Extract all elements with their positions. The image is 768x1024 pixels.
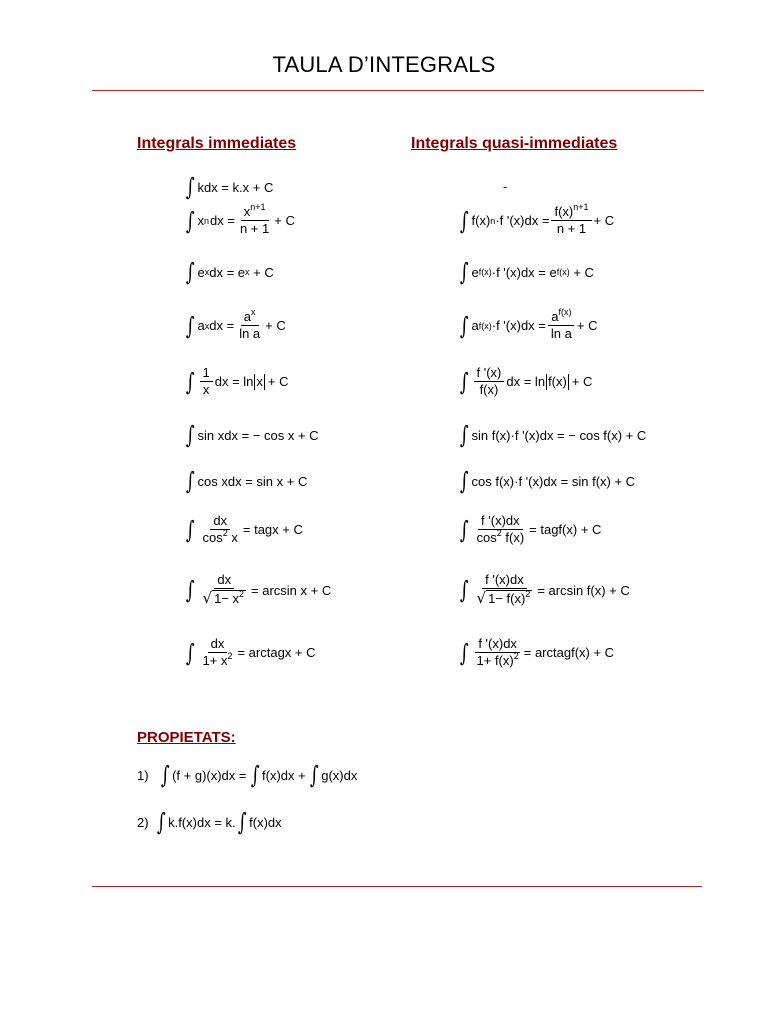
page-title: TAULA D’INTEGRALS <box>272 52 496 77</box>
integral-sign: ∫ <box>459 367 469 396</box>
integral-sign: ∫ <box>459 258 469 286</box>
integral-sign: ∫ <box>185 367 195 396</box>
fraction: $\frac{f '(x)}{f(x)}$ <box>474 366 505 397</box>
formula-q-ln: ∫ $\frac{f '(x)}{f(x)}$ dx = ln f(x) + C <box>459 365 593 397</box>
property-constant: 2) ∫ k.f(x)dx = k. ∫ f(x)dx <box>137 808 282 836</box>
integral-sign: ∫ <box>185 206 195 235</box>
formula-ax: ∫ a x dx = $\frac{a^x}{\text{ln a}}$ + C <box>185 307 286 341</box>
formula-q-sin: ∫ sin f(x)·f '(x)dx = − cos f(x) + C <box>459 421 647 449</box>
formula-cos: ∫ cos xdx = sin x + C <box>185 467 308 495</box>
formula-sin: ∫ sin xdx = − cos x + C <box>185 421 319 449</box>
integral-sign: ∫ <box>156 808 166 836</box>
formula-none: - <box>503 179 508 194</box>
square-root: √ $1- x^2$ <box>202 589 245 607</box>
formula-q-ax: ∫ a f(x) ·f '(x)dx = $\frac{a^{f(x)}}{\text{ln a}}$ + C <box>459 307 598 341</box>
formula-exp: ∫ e x dx = e x + C <box>185 258 274 286</box>
integral-sign: ∫ <box>185 467 195 495</box>
abs-bar <box>254 374 255 390</box>
integral-sign: ∫ <box>309 761 319 789</box>
integral-sign: ∫ <box>185 576 195 604</box>
formula-constant: ∫ kdx = k.x + C <box>185 173 274 201</box>
integral-sign: ∫ <box>185 173 195 201</box>
formula-tan: ∫ $\frac{dx}{\cos^2 x}$ = tagx + C <box>185 513 303 545</box>
formula-q-cos: ∫ cos f(x)·f '(x)dx = sin f(x) + C <box>459 467 636 495</box>
formula-arctan: ∫ $\frac{dx}{1+ x^2}$ = arctagx + C <box>185 636 316 668</box>
fraction: $\frac{dx}{1+ x^2}$ <box>202 636 233 668</box>
heading-quasi: Integrals quasi-immediates <box>411 135 618 152</box>
integral-sign: ∫ <box>459 515 469 544</box>
fraction: $\frac{x^{n+1}}{n + 1}$ <box>239 202 270 236</box>
integral-sign: ∫ <box>459 421 469 449</box>
fraction: $\frac{f '(x)dx}{\cos^2 f(x)}$ <box>476 513 525 545</box>
abs-bar <box>546 374 547 390</box>
integral-sign: ∫ <box>459 467 469 495</box>
fraction: f '(x)dx √ $1- f(x)^2$ <box>476 572 531 607</box>
fraction: dx √ $1- x^2$ <box>202 572 245 607</box>
integral-sign: ∫ <box>185 421 195 449</box>
square-root: √ $1- f(x)^2$ <box>476 589 531 607</box>
integral-sign: ∫ <box>237 808 247 836</box>
bottom-divider <box>92 886 702 887</box>
formula-q-power: ∫ f(x) n ·f '(x)dx = $\frac{f(x)^{n+1}}{n + 1}$ + C <box>459 202 615 236</box>
properties-heading: PROPIETATS: <box>137 729 236 746</box>
fraction: $\frac{dx}{\cos^2 x}$ <box>202 513 238 545</box>
fraction: $\frac{f(x)^{n+1}}{n + 1}$ <box>551 205 591 236</box>
abs-bar <box>568 374 569 390</box>
property-linearity: 1) ∫ (f + g)(x)dx = ∫ f(x)dx + ∫ g(x)dx <box>137 761 358 789</box>
heading-immediate: Integrals immediates <box>137 135 297 152</box>
abs-bar <box>264 374 265 390</box>
integral-sign: ∫ <box>185 311 195 340</box>
integral-sign: ∫ <box>185 258 195 286</box>
formula-q-arctan: ∫ $\frac{f '(x)dx}{1+ f(x)^2}$ = arctagf(x) + C <box>459 636 615 668</box>
fraction: $\frac{1}{x}$ <box>200 366 213 397</box>
integral-sign: ∫ <box>160 761 170 789</box>
integral-sign: ∫ <box>459 206 469 235</box>
fraction: $\frac{a^x}{\text{ln a}}$ <box>239 307 261 341</box>
integral-sign: ∫ <box>185 515 195 544</box>
fraction: $\frac{f '(x)dx}{1+ f(x)^2}$ <box>476 636 519 668</box>
formula-power: ∫ x n dx = $\frac{x^{n+1}}{n + 1}$ + C <box>185 202 295 236</box>
formula-q-arcsin: ∫ f '(x)dx √ $1- f(x)^2$ = arcsin f(x) + C <box>459 572 630 607</box>
top-divider <box>92 90 704 91</box>
integral-sign: ∫ <box>459 638 469 667</box>
formula-q-tan: ∫ $\frac{f '(x)dx}{\cos^2 f(x)}$ = tagf(x) + C <box>459 513 602 545</box>
formula-q-exp: ∫ e f(x) ·f '(x)dx = e f(x) + C <box>459 258 594 286</box>
integral-sign: ∫ <box>185 638 195 667</box>
integral-sign: ∫ <box>459 311 469 340</box>
formula-ln: ∫ $\frac{1}{x}$ dx = ln x + C <box>185 365 289 397</box>
formula-arcsin: ∫ dx √ $1- x^2$ = arcsin x + C <box>185 572 332 607</box>
integral-sign: ∫ <box>250 761 260 789</box>
integral-sign: ∫ <box>459 576 469 604</box>
fraction: $\frac{a^{f(x)}}{\text{ln a}}$ <box>548 310 575 341</box>
